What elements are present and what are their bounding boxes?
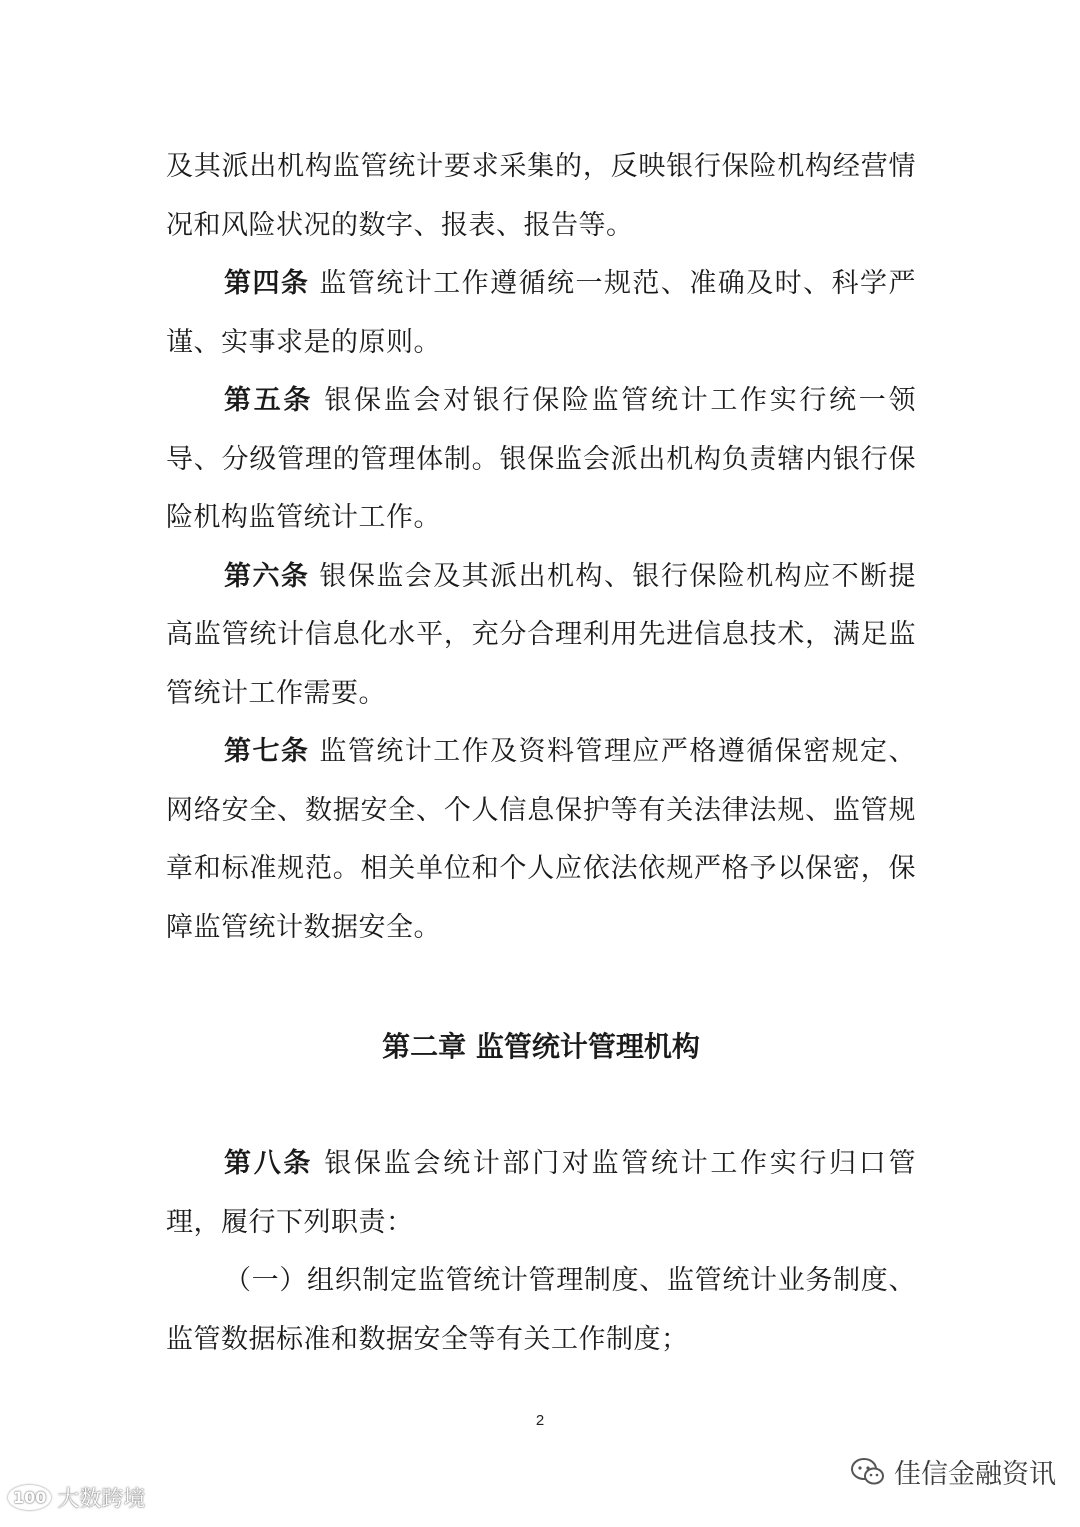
paragraph-text: 银保监会对银行保险监管统计工作实行统一领导、分级管理的管理体制。银保监会派出机构负责辖内银行保险机构监管统计工作。: [166, 385, 916, 533]
paragraph: [166, 138, 916, 255]
document-page: [166, 138, 916, 1369]
watermark-left-text: 大数跨境: [57, 1487, 146, 1512]
paragraph-text: 银保监会及其派出机构、银行保险机构应不断提高监管统计信息化水平，充分合理利用先进信息技术，满足监管统计工作需要。: [166, 560, 916, 709]
article-label: 第八条: [224, 1148, 314, 1179]
article-8: [166, 1135, 916, 1252]
watermark-left: [8, 1482, 145, 1513]
article-4: [166, 255, 916, 372]
wechat-icon: [850, 1457, 886, 1487]
article-section-top: [166, 138, 916, 957]
article-label: 第四条: [224, 268, 310, 299]
article-label: 第七条: [224, 736, 310, 767]
paragraph-text: 监管统计工作及资料管理应严格遵循保密规定、网络安全、数据安全、个人信息保护等有关法律法规、监管规章和标准规范。相关单位和个人应依法依规严格予以保密，保障监管统计数据安全。: [166, 736, 916, 943]
paragraph-text: 银保监会统计部门对监管统计工作实行归口管理，履行下列职责：: [166, 1148, 916, 1238]
article-label: 第五条: [224, 385, 314, 416]
watermark-right-text: 佳信金融资讯: [894, 1459, 1056, 1490]
paragraph-text: 及其派出机构监管统计要求采集的，反映银行保险机构经营情况和风险状况的数字、报表、报告等。: [166, 151, 916, 241]
page-number: 2: [535, 1412, 545, 1429]
paragraph-text: （一）组织制定监管统计管理制度、监管统计业务制度、监管数据标准和数据安全等有关工作制度；: [166, 1265, 916, 1355]
paragraph-text: 监管统计工作遵循统一规范、准确及时、科学严谨、实事求是的原则。: [166, 268, 916, 358]
watermark-logo: 100: [8, 1485, 51, 1510]
chapter-title: 第二章 监管统计管理机构: [382, 1030, 700, 1063]
article-label: 第六条: [224, 560, 310, 592]
article-5: [166, 372, 916, 548]
article-section-bottom: [166, 1135, 916, 1369]
watermark-right: [850, 1452, 1056, 1491]
list-item: [166, 1252, 916, 1369]
article-6: [166, 548, 916, 724]
article-7: [166, 723, 916, 957]
